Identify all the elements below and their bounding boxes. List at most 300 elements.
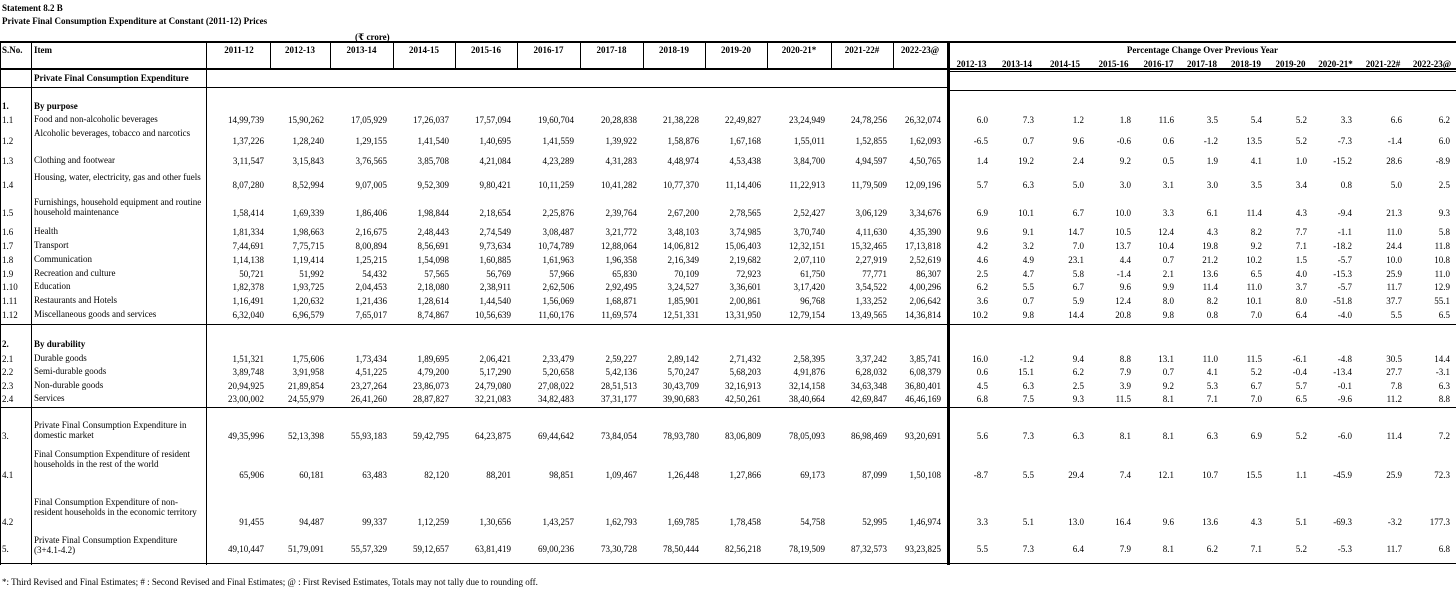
row-value: 93,23,825 xyxy=(905,544,941,554)
row-value: 6,28,032 xyxy=(855,367,887,377)
row-pct-change: 5.0 xyxy=(1072,180,1084,190)
row-pct-change: 0.7 xyxy=(1162,367,1174,377)
row-value: 78,93,780 xyxy=(663,431,699,441)
row-pct-change: 10.1 xyxy=(1246,296,1262,306)
row-value: 36,80,401 xyxy=(905,381,941,391)
grid-hline xyxy=(949,41,1456,43)
row-pct-change: -0.1 xyxy=(1337,381,1352,391)
row-value: 1,30,656 xyxy=(479,517,511,527)
row-value: 1,29,155 xyxy=(355,136,387,146)
row-pct-change: -3.2 xyxy=(1387,517,1402,527)
row-value: 8,07,280 xyxy=(232,180,264,190)
row-value: 87,099 xyxy=(862,470,887,480)
row-value: 86,307 xyxy=(916,269,941,279)
column-header-year: 2020-21* xyxy=(781,45,817,55)
row-pct-change: 9.8 xyxy=(1022,310,1034,320)
row-value: 3,08,487 xyxy=(542,227,574,237)
row-pct-change: 5.3 xyxy=(1206,381,1218,391)
row-pct-change: 5.2 xyxy=(1295,544,1307,554)
row-value: 17,26,037 xyxy=(413,115,449,125)
row-heading: By purpose xyxy=(34,101,78,111)
row-pct-change: 20.8 xyxy=(1115,310,1131,320)
row-value: 34,63,348 xyxy=(851,381,887,391)
row-pct-change: 16.0 xyxy=(972,354,988,364)
row-value: 1,62,793 xyxy=(605,517,637,527)
row-value: 1,58,414 xyxy=(232,208,264,218)
row-pct-change: 7.1 xyxy=(1250,544,1262,554)
row-pct-change: 10.4 xyxy=(1158,241,1174,251)
row-pct-change: 9.4 xyxy=(1072,354,1084,364)
section-title: Private Final Consumption Expenditure xyxy=(34,73,189,83)
row-value: 32,14,158 xyxy=(789,381,825,391)
row-value: 93,20,691 xyxy=(905,431,941,441)
column-header-year: 2014-15 xyxy=(409,45,439,55)
row-pct-change: 6.8 xyxy=(1438,544,1450,554)
row-value: 1,37,226 xyxy=(232,136,264,146)
row-value: 1,98,844 xyxy=(417,208,449,218)
row-pct-change: 6.3 xyxy=(1022,180,1034,190)
row-value: 56,769 xyxy=(486,269,511,279)
row-value: 1,82,378 xyxy=(232,282,264,292)
row-value: 73,84,054 xyxy=(601,431,637,441)
row-pct-change: 55.1 xyxy=(1434,296,1450,306)
row-value: 1,78,458 xyxy=(729,517,761,527)
row-value: 24,55,979 xyxy=(288,394,324,404)
row-value: 5,68,203 xyxy=(729,367,761,377)
row-pct-change: 5.7 xyxy=(1295,381,1307,391)
row-pct-change: 23.1 xyxy=(1068,255,1084,265)
row-pct-change: 6.5 xyxy=(1438,310,1450,320)
row-pct-change: 3.0 xyxy=(1119,180,1131,190)
row-value: 28,51,513 xyxy=(601,381,637,391)
row-pct-change: 8.1 xyxy=(1119,431,1131,441)
row-value: 2,16,349 xyxy=(667,255,699,265)
row-value: 51,79,091 xyxy=(288,544,324,554)
row-pct-change: -4.8 xyxy=(1337,354,1352,364)
row-value: 2,62,506 xyxy=(542,282,574,292)
row-value: 7,65,017 xyxy=(355,310,387,320)
row-value: 2,19,682 xyxy=(729,255,761,265)
row-value: 1,73,434 xyxy=(355,354,387,364)
row-pct-change: -1.2 xyxy=(1019,354,1034,364)
row-value: 6,96,579 xyxy=(292,310,324,320)
row-value: 4,48,974 xyxy=(667,156,699,166)
row-value: 3,48,103 xyxy=(667,227,699,237)
row-item: Private Final Consumption Expenditure in domestic market xyxy=(34,420,187,440)
row-pct-change: 9.2 xyxy=(1250,241,1262,251)
row-value: 5,70,247 xyxy=(667,367,699,377)
row-value: 3,74,985 xyxy=(729,227,761,237)
row-value: 88,201 xyxy=(486,470,511,480)
row-value: 2,48,443 xyxy=(417,227,449,237)
row-pct-change: 5.1 xyxy=(1295,517,1307,527)
row-pct-change: 1.8 xyxy=(1119,115,1131,125)
column-header-year: 2017-18 xyxy=(596,45,627,55)
row-pct-change: 11.0 xyxy=(1202,354,1218,364)
row-value: 1,14,138 xyxy=(232,255,264,265)
row-pct-change: 13.5 xyxy=(1246,136,1262,146)
grid-hline xyxy=(0,407,947,408)
row-pct-change: 5.0 xyxy=(1390,180,1402,190)
row-pct-change: 3.9 xyxy=(1119,381,1131,391)
row-value: 98,851 xyxy=(549,470,574,480)
row-value: 78,05,093 xyxy=(789,431,825,441)
pct-column-header-year: 2020-21* xyxy=(1318,59,1353,69)
row-item: Education xyxy=(34,281,71,291)
row-value: 42,69,847 xyxy=(851,394,887,404)
row-pct-change: 7.3 xyxy=(1022,544,1034,554)
row-pct-change: 5.2 xyxy=(1295,115,1307,125)
row-pct-change: 0.8 xyxy=(1340,180,1352,190)
row-value: 2,06,421 xyxy=(479,354,511,364)
grid-vline xyxy=(206,41,207,565)
pct-column-header-year: 2017-18 xyxy=(1187,59,1217,69)
row-sno: 3. xyxy=(2,431,9,441)
row-value: 69,173 xyxy=(800,470,825,480)
row-value: 8,74,867 xyxy=(417,310,449,320)
row-pct-change: 5.2 xyxy=(1295,136,1307,146)
row-value: 1,60,885 xyxy=(479,255,511,265)
row-pct-change: 7.4 xyxy=(1119,470,1131,480)
row-heading: By durability xyxy=(34,339,86,349)
row-value: 78,50,444 xyxy=(663,544,699,554)
row-value: 69,44,642 xyxy=(538,431,574,441)
row-pct-change: 25.9 xyxy=(1386,470,1402,480)
row-pct-change: 10.0 xyxy=(1115,208,1131,218)
row-pct-change: 0.7 xyxy=(1162,255,1174,265)
row-value: 8,56,691 xyxy=(417,241,449,251)
row-pct-change: 25.9 xyxy=(1386,269,1402,279)
row-value: 4,31,283 xyxy=(605,156,637,166)
column-header-year: 2016-17 xyxy=(533,45,564,55)
row-pct-change: -5.7 xyxy=(1337,255,1352,265)
row-pct-change: -0.4 xyxy=(1292,367,1307,377)
row-pct-change: 0.6 xyxy=(976,367,988,377)
row-pct-change: 9.1 xyxy=(1022,227,1034,237)
row-pct-change: 3.5 xyxy=(1250,180,1262,190)
row-value: 1,41,559 xyxy=(542,136,574,146)
row-pct-change: 9.9 xyxy=(1162,282,1174,292)
row-pct-change: 6.0 xyxy=(976,115,988,125)
row-item: Services xyxy=(34,393,65,403)
column-header-sno: S.No. xyxy=(2,45,23,55)
row-value: 3,85,741 xyxy=(909,354,941,364)
row-value: 1,98,663 xyxy=(292,227,324,237)
row-pct-change: 11.2 xyxy=(1386,394,1402,404)
row-item: Durable goods xyxy=(34,353,87,363)
row-item: Non-durable goods xyxy=(34,380,104,390)
row-value: 1,28,614 xyxy=(417,296,449,306)
row-pct-change: 7.3 xyxy=(1022,431,1034,441)
row-value: 1,50,108 xyxy=(909,470,941,480)
pct-column-header-year: 2012-13 xyxy=(956,59,987,69)
row-value: 59,42,795 xyxy=(413,431,449,441)
row-value: 1,69,785 xyxy=(667,517,699,527)
row-pct-change: 7.9 xyxy=(1119,544,1131,554)
row-pct-change: 4.9 xyxy=(1022,255,1034,265)
row-pct-change: 11.0 xyxy=(1386,227,1402,237)
row-sno: 1.10 xyxy=(2,282,18,292)
row-value: 1,55,011 xyxy=(793,136,825,146)
row-value: 2,52,619 xyxy=(909,255,941,265)
row-value: 1,81,334 xyxy=(232,227,264,237)
row-item: Transport xyxy=(34,240,69,250)
row-pct-change: -6.5 xyxy=(973,136,988,146)
row-pct-change: 3.3 xyxy=(1162,208,1174,218)
row-pct-change: -1.4 xyxy=(1116,269,1131,279)
row-value: 3,11,547 xyxy=(232,156,264,166)
row-value: 1,52,855 xyxy=(855,136,887,146)
row-value: 17,57,094 xyxy=(475,115,511,125)
pct-column-header-year: 2013-14 xyxy=(1002,59,1032,69)
row-value: 61,750 xyxy=(800,269,825,279)
row-pct-change: 13.1 xyxy=(1158,354,1174,364)
row-sno: 1. xyxy=(2,101,9,111)
row-pct-change: 6.7 xyxy=(1072,282,1084,292)
row-value: 9,73,634 xyxy=(479,241,511,251)
row-value: 78,19,509 xyxy=(789,544,825,554)
column-header-year: 2015-16 xyxy=(471,45,501,55)
row-value: 3,36,601 xyxy=(729,282,761,292)
row-value: 13,49,565 xyxy=(851,310,887,320)
row-pct-change: 21.3 xyxy=(1386,208,1402,218)
row-pct-change: 9.6 xyxy=(1072,136,1084,146)
row-value: 32,16,913 xyxy=(725,381,761,391)
row-value: 3,06,129 xyxy=(855,208,887,218)
row-pct-change: -5.3 xyxy=(1337,544,1352,554)
row-item: Recreation and culture xyxy=(34,268,116,278)
row-value: 55,57,329 xyxy=(351,544,387,554)
row-pct-change: 10.5 xyxy=(1115,227,1131,237)
row-pct-change: 6.7 xyxy=(1250,381,1262,391)
row-value: 2,04,453 xyxy=(355,282,387,292)
row-sno: 1.3 xyxy=(2,156,14,166)
row-pct-change: 7.0 xyxy=(1250,310,1262,320)
row-pct-change: 9.6 xyxy=(1162,517,1174,527)
row-value: 1,12,259 xyxy=(417,517,449,527)
row-value: 9,07,005 xyxy=(355,180,387,190)
row-item: Health xyxy=(34,226,58,236)
row-value: 8,52,994 xyxy=(292,180,324,190)
row-pct-change: 1.2 xyxy=(1072,115,1084,125)
pct-column-header-year: 2016-17 xyxy=(1143,59,1174,69)
row-value: 23,86,073 xyxy=(413,381,449,391)
column-header-year: 2013-14 xyxy=(346,45,377,55)
row-value: 3,24,527 xyxy=(667,282,699,292)
expenditure-table xyxy=(0,41,1456,565)
row-pct-change: 19.8 xyxy=(1202,241,1218,251)
column-header-year: 2012-13 xyxy=(285,45,315,55)
row-pct-change: 2.4 xyxy=(1072,156,1084,166)
row-value: 1,28,240 xyxy=(292,136,324,146)
row-value: 10,56,639 xyxy=(475,310,511,320)
row-value: 82,56,218 xyxy=(725,544,761,554)
row-value: 2,27,919 xyxy=(855,255,887,265)
pct-change-header: Percentage Change Over Previous Year xyxy=(1126,45,1279,55)
row-pct-change: 1.4 xyxy=(976,156,988,166)
grid-hline xyxy=(0,41,947,43)
row-pct-change: -8.9 xyxy=(1435,156,1450,166)
row-value: 65,830 xyxy=(612,269,637,279)
row-pct-change: 6.1 xyxy=(1206,208,1218,218)
row-value: 27,08,022 xyxy=(538,381,574,391)
row-pct-change: 24.4 xyxy=(1386,241,1402,251)
pct-column-header-year: 2018-19 xyxy=(1231,59,1261,69)
row-pct-change: 7.1 xyxy=(1206,394,1218,404)
row-sno: 1.9 xyxy=(2,269,14,279)
row-value: 1,93,725 xyxy=(292,282,324,292)
row-value: 1,69,339 xyxy=(292,208,324,218)
row-value: 1,62,093 xyxy=(909,136,941,146)
row-item: Final Consumption Expenditure of non-resident households in the economic territory xyxy=(34,497,197,517)
row-value: 2,59,227 xyxy=(605,354,637,364)
row-sno: 1.11 xyxy=(2,296,18,306)
row-pct-change: 4.1 xyxy=(1206,367,1218,377)
row-value: 83,06,809 xyxy=(725,431,761,441)
column-header-year: 2021-22# xyxy=(844,45,880,55)
row-value: 4,53,438 xyxy=(729,156,761,166)
row-value: 15,06,403 xyxy=(725,241,761,251)
row-value: 1,58,876 xyxy=(667,136,699,146)
row-pct-change: 5.2 xyxy=(1295,431,1307,441)
row-value: 1,40,695 xyxy=(479,136,511,146)
row-value: 22,49,827 xyxy=(725,115,761,125)
row-pct-change: 6.8 xyxy=(976,394,988,404)
row-value: 4,00,296 xyxy=(909,282,941,292)
row-pct-change: -69.3 xyxy=(1333,517,1352,527)
row-pct-change: 8.2 xyxy=(1206,296,1218,306)
row-value: 3,17,420 xyxy=(793,282,825,292)
row-pct-change: 8.8 xyxy=(1438,394,1450,404)
row-pct-change: 3.2 xyxy=(1022,241,1034,251)
row-value: 3,54,522 xyxy=(855,282,887,292)
row-value: 2,06,642 xyxy=(909,296,941,306)
row-sno: 1.4 xyxy=(2,180,14,190)
row-value: 2,89,142 xyxy=(667,354,699,364)
row-value: 3,37,242 xyxy=(855,354,887,364)
row-pct-change: 8.2 xyxy=(1250,227,1262,237)
row-pct-change: 6.9 xyxy=(976,208,988,218)
row-pct-change: 6.3 xyxy=(1022,381,1034,391)
row-value: 32,21,083 xyxy=(475,394,511,404)
row-value: 70,109 xyxy=(674,269,699,279)
row-value: 5,17,290 xyxy=(479,367,511,377)
row-pct-change: 6.6 xyxy=(1390,115,1402,125)
row-pct-change: -1.2 xyxy=(1203,136,1218,146)
row-item: Private Final Consumption Expenditure (3+4.1-4.2) xyxy=(34,535,178,555)
row-value: 72,923 xyxy=(736,269,761,279)
row-pct-change: 9.2 xyxy=(1119,156,1131,166)
row-pct-change: -9.4 xyxy=(1337,208,1352,218)
row-value: 15,32,465 xyxy=(851,241,887,251)
row-pct-change: 15.5 xyxy=(1246,470,1262,480)
row-value: 26,41,260 xyxy=(351,394,387,404)
row-value: 11,22,913 xyxy=(789,180,825,190)
row-pct-change: 4.1 xyxy=(1250,156,1262,166)
row-pct-change: 37.7 xyxy=(1386,296,1402,306)
row-sno: 2.1 xyxy=(2,354,14,364)
row-sno: 1.1 xyxy=(2,115,14,125)
pct-column-header-year: 2022-23@ xyxy=(1412,59,1452,69)
row-pct-change: -7.3 xyxy=(1337,136,1352,146)
row-pct-change: 9.3 xyxy=(1072,394,1084,404)
row-pct-change: 0.7 xyxy=(1022,136,1034,146)
row-pct-change: 0.5 xyxy=(1162,156,1174,166)
row-value: 1,19,414 xyxy=(292,255,324,265)
row-sno: 1.12 xyxy=(2,310,18,320)
row-pct-change: 12.9 xyxy=(1434,282,1450,292)
row-pct-change: 9.6 xyxy=(976,227,988,237)
row-value: 39,90,683 xyxy=(663,394,699,404)
row-value: 65,906 xyxy=(239,470,264,480)
row-value: 59,12,657 xyxy=(413,544,449,554)
row-pct-change: 7.9 xyxy=(1119,367,1131,377)
row-pct-change: -15.3 xyxy=(1333,269,1352,279)
row-value: 1,20,632 xyxy=(292,296,324,306)
row-pct-change: 19.2 xyxy=(1018,156,1034,166)
row-pct-change: 4.0 xyxy=(1295,269,1307,279)
row-pct-change: 10.0 xyxy=(1386,255,1402,265)
pct-column-header-year: 2021-22# xyxy=(1365,59,1401,69)
row-pct-change: 5.9 xyxy=(1072,296,1084,306)
row-sno: 5. xyxy=(2,544,9,554)
row-value: 11,14,406 xyxy=(725,180,761,190)
row-value: 1,25,215 xyxy=(355,255,387,265)
row-pct-change: 5.5 xyxy=(976,544,988,554)
row-pct-change: 4.3 xyxy=(1250,517,1262,527)
row-pct-change: 4.2 xyxy=(976,241,988,251)
row-value: 38,40,664 xyxy=(789,394,825,404)
row-pct-change: 21.2 xyxy=(1202,255,1218,265)
row-value: 11,69,574 xyxy=(601,310,637,320)
row-value: 6,32,040 xyxy=(232,310,264,320)
row-pct-change: 15.1 xyxy=(1018,367,1034,377)
row-value: 2,71,432 xyxy=(729,354,761,364)
row-pct-change: 13.6 xyxy=(1202,517,1218,527)
row-value: 1,86,406 xyxy=(355,208,387,218)
row-sno: 1.5 xyxy=(2,208,14,218)
row-value: 1,89,695 xyxy=(417,354,449,364)
row-value: 12,51,331 xyxy=(663,310,699,320)
row-pct-change: -45.9 xyxy=(1333,470,1352,480)
row-pct-change: 3.4 xyxy=(1295,180,1307,190)
row-pct-change: 8.1 xyxy=(1162,431,1174,441)
row-pct-change: 28.6 xyxy=(1386,156,1402,166)
row-value: 13,31,950 xyxy=(725,310,761,320)
row-pct-change: 14.4 xyxy=(1434,354,1450,364)
row-pct-change: 9.6 xyxy=(1119,282,1131,292)
row-value: 2,67,200 xyxy=(667,208,699,218)
row-pct-change: 13.0 xyxy=(1068,517,1084,527)
row-pct-change: 6.2 xyxy=(976,282,988,292)
row-pct-change: 1.1 xyxy=(1295,470,1307,480)
grid-hline xyxy=(949,324,1456,325)
row-pct-change: 1.9 xyxy=(1206,156,1218,166)
grid-hline xyxy=(0,563,1456,564)
row-pct-change: -15.2 xyxy=(1333,156,1352,166)
row-pct-change: 9.8 xyxy=(1162,310,1174,320)
row-item: Restaurants and Hotels xyxy=(34,295,117,305)
row-pct-change: -6.1 xyxy=(1292,354,1307,364)
row-pct-change: 2.5 xyxy=(976,269,988,279)
row-pct-change: 11.6 xyxy=(1158,115,1174,125)
row-value: 3,84,700 xyxy=(793,156,825,166)
pct-column-header-year: 2014-15 xyxy=(1050,59,1080,69)
row-pct-change: 6.3 xyxy=(1206,431,1218,441)
row-pct-change: 5.8 xyxy=(1438,227,1450,237)
row-value: 8,00,894 xyxy=(355,241,387,251)
row-value: 64,23,875 xyxy=(475,431,511,441)
